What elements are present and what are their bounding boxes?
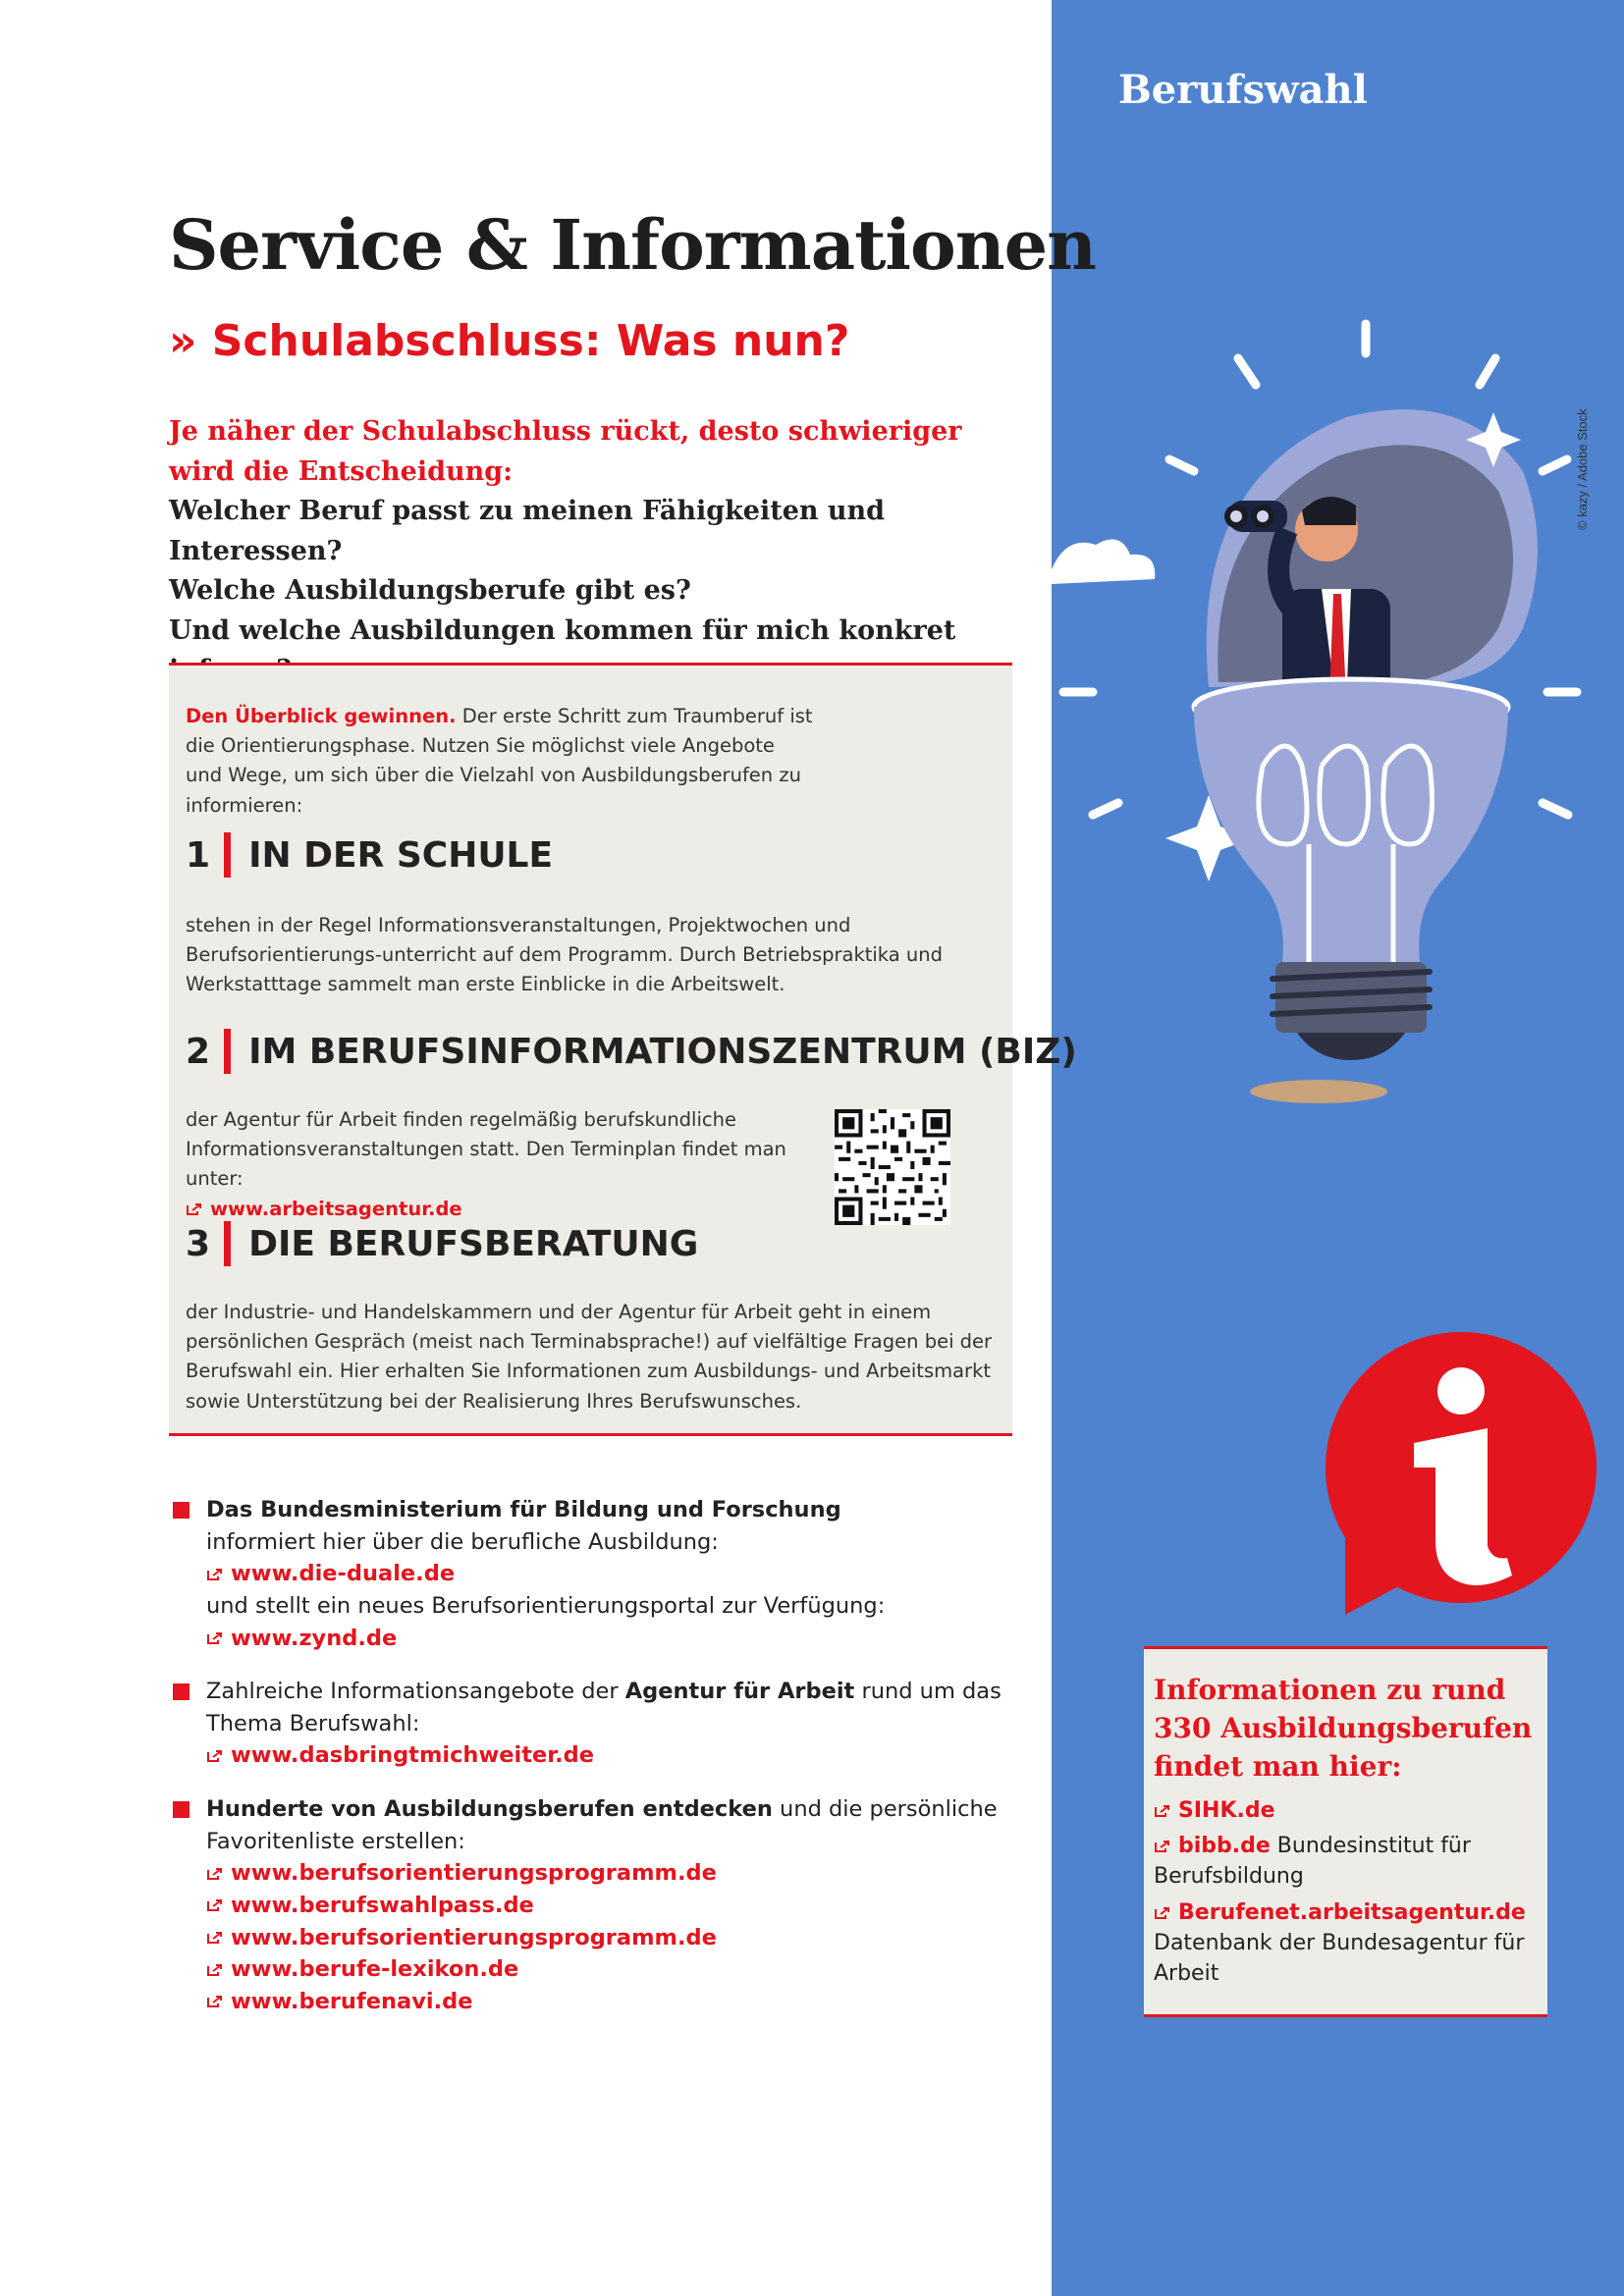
link-text: www.berufe-lexikon.de <box>231 1956 519 1983</box>
bullet-marker <box>173 1502 189 1519</box>
bullet-text-bold: Agentur für Arbeit <box>624 1679 855 1705</box>
section-text-1: stehen in der Regel Informationsveranstaltungen, Projektwochen und Berufsorientierungs-unterricht auf dem Programm. Durch Betriebspraktika und Werkstatttage sammelt man erste Einblicke in die Arbeitswelt. <box>186 914 943 996</box>
link-text: bibb.de <box>1178 1834 1271 1859</box>
section-text: der Agentur für Arbeit finden regelmäßig berufskundliche Informationsveranstaltungen statt. Den Terminplan findet man unter: <box>186 1108 786 1191</box>
info-box-item-text: Datenbank der Bundesagentur für Arbeit <box>1154 1930 1525 1986</box>
link-text: www.dasbringtmichweiter.de <box>231 1742 595 1769</box>
section-divider <box>224 832 231 878</box>
link-dasbringtmichweiter[interactable] <box>206 1739 1037 1772</box>
link-bibb[interactable] <box>1154 1834 1271 1858</box>
intro-question: Welcher Beruf passt zu meinen Fähigkeiten und Interessen? <box>169 496 886 566</box>
link-zynd[interactable] <box>206 1623 1037 1655</box>
intro-question: Welche Ausbildungsberufe gibt es? <box>169 575 691 606</box>
link-text: www.zynd.de <box>231 1625 398 1651</box>
link-text: www.berufswahlpass.de <box>231 1892 534 1918</box>
external-link-icon <box>206 1995 224 2008</box>
bullet-text <box>206 1793 1037 1857</box>
bullet-text-pre: Zahlreiche Informationsangebote der <box>206 1679 625 1705</box>
external-link-icon <box>1154 1906 1171 1920</box>
image-credit: © kazy / Adobe Stock <box>1575 408 1590 530</box>
external-link-icon <box>206 1931 224 1945</box>
intro-block <box>169 412 1013 691</box>
link-text: www.arbeitsagentur.de <box>210 1197 462 1220</box>
lightbulb-illustration <box>1052 294 1624 1178</box>
external-link-icon <box>206 1867 224 1881</box>
section-number: 2 <box>186 1031 211 1072</box>
page-subtitle: » Schulabschluss: Was nun? <box>169 316 850 366</box>
section-heading-3 <box>186 1221 698 1266</box>
page-title: Service & Informationen <box>169 204 1097 286</box>
box-intro <box>186 702 814 821</box>
link-berufenavi[interactable] <box>206 1986 1037 2018</box>
section-divider <box>224 1221 231 1266</box>
bullet-heading: Das Bundesministerium für Bildung und Forschung <box>206 1497 841 1522</box>
bullet-text-post: und die persönliche Favoritenliste erstellen: <box>206 1796 998 1854</box>
section-number: 1 <box>186 834 211 876</box>
link-text: SIHK.de <box>1178 1797 1275 1823</box>
link-berufswahlpass[interactable] <box>206 1890 1037 1922</box>
orientation-box <box>169 663 1077 1436</box>
info-icon <box>1316 1330 1600 1625</box>
bullet-text: informiert hier über die berufliche Ausbildung: <box>206 1528 719 1555</box>
link-text: www.berufenavi.de <box>231 1988 473 2014</box>
resource-list <box>173 1494 1037 2039</box>
info-box-item <box>1154 1832 1536 1893</box>
section-title: IN DER SCHULE <box>248 834 554 876</box>
link-berufe-lexikon[interactable] <box>206 1953 1037 1986</box>
section-text-2 <box>186 1105 814 1224</box>
link-text: www.berufsorientierungsprogramm.de <box>231 1860 717 1887</box>
intro-lead: Je näher der Schulabschluss rückt, desto schwieriger wird die Entscheidung: <box>169 416 962 487</box>
external-link-icon <box>206 1749 224 1763</box>
external-link-icon <box>206 1568 224 1581</box>
bullet-text-post: rund um das Thema Berufswahl: <box>206 1679 1001 1736</box>
bullet-text <box>206 1676 1037 1739</box>
qr-code-icon <box>835 1109 950 1225</box>
side-title: Berufswahl <box>1118 67 1368 113</box>
link-berufsorientierungsprogramm[interactable] <box>206 1857 1037 1890</box>
section-number: 3 <box>186 1223 211 1264</box>
link-text: Berufenet.arbeitsagentur.de <box>1178 1899 1526 1925</box>
section-heading-1 <box>186 832 553 878</box>
box-intro-text: Der erste Schritt zum Traumberuf ist die Orientierungsphase. Nutzen Sie möglichst viele Angebote und Wege, um sich über die Vielzahl von Ausbildungsberufen zu informieren: <box>186 705 813 817</box>
external-link-icon <box>206 1898 224 1912</box>
box-intro-bold: Den Überblick gewinnen. <box>186 705 457 727</box>
section-text-3: der Industrie- und Handelskammern und der Agentur für Arbeit geht in einem persönlichen Gespräch (meist nach Terminabsprache!) auf vielfältige Fragen bei der Berufswahl ein. Hier erhalten Sie Informationen zum Ausbildungs- und Arbeitsmarkt sowie Unterstützung bei der Realisierung Ihres Berufswunsches. <box>186 1301 993 1413</box>
bullet-text-bold: Hunderte von Ausbildungsberufen entdecken <box>206 1796 773 1822</box>
link-text: www.berufsorientierungsprogramm.de <box>231 1924 717 1950</box>
list-item <box>173 1494 1037 1654</box>
info-box-item-text: Bundesinstitut für Berufsbildung <box>1154 1834 1471 1890</box>
list-item <box>173 1676 1037 1772</box>
list-item <box>173 1793 1037 2017</box>
external-link-icon <box>1154 1804 1171 1818</box>
link-text: www.die-duale.de <box>231 1561 456 1587</box>
link-berufenet[interactable] <box>1154 1900 1526 1925</box>
section-title: IM BERUFSINFORMATIONSZENTRUM (BIZ) <box>248 1031 1077 1072</box>
bullet-marker <box>173 1801 189 1818</box>
info-box-item <box>1154 1898 1536 1989</box>
external-link-icon <box>206 1631 224 1645</box>
intro-question: Und welche Ausbildungen kommen für mich konkret <box>169 614 956 646</box>
section-heading-2 <box>186 1029 1077 1074</box>
section-divider <box>224 1029 231 1074</box>
external-link-icon <box>186 1202 203 1216</box>
section-title: DIE BERUFSBERATUNG <box>248 1223 699 1264</box>
link-sihk[interactable] <box>1154 1798 1275 1823</box>
external-link-icon <box>1154 1840 1171 1853</box>
bullet-marker <box>173 1683 189 1700</box>
link-berufsorientierungsprogramm-2[interactable] <box>206 1922 1037 1954</box>
info-box-title: Informationen zu rund 330 Ausbildungsberufen findet man hier: <box>1154 1674 1533 1784</box>
link-arbeitsagentur[interactable] <box>186 1198 462 1220</box>
external-link-icon <box>206 1963 224 1977</box>
link-die-duale[interactable] <box>206 1558 1037 1590</box>
info-box-item <box>1154 1796 1536 1827</box>
bullet-text: und stellt ein neues Berufsorientierungsportal zur Verfügung: <box>206 1592 886 1619</box>
info-box <box>1144 1646 1547 2017</box>
